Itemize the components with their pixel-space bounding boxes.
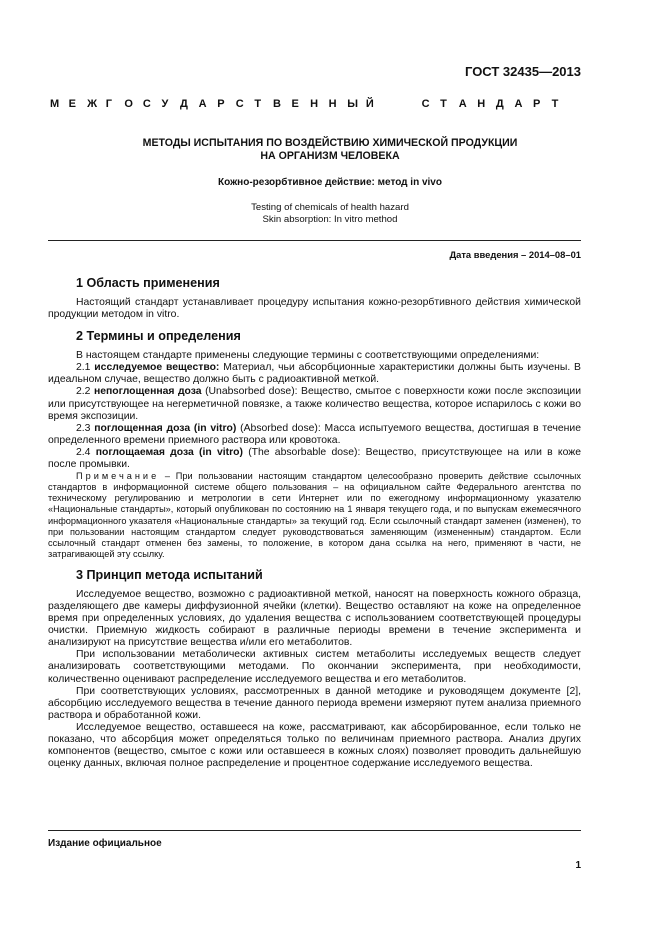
banner-letter: Т [254, 98, 262, 110]
banner-letter: У [161, 98, 169, 110]
standard-id: ГОСТ 32435—2013 [465, 64, 581, 79]
term-2-4: 2.4 поглощаемая доза (in vitro) (The absorbable dose): Вещество, присутствующее на или в коже после промывки. [48, 446, 581, 471]
english-title [80, 202, 580, 226]
interstate-standard-banner [50, 98, 570, 110]
banner-letter [384, 98, 403, 110]
banner-letter: Н [310, 98, 319, 110]
footer-divider [48, 830, 581, 831]
banner-letter: Й [365, 98, 374, 110]
header-divider [48, 240, 581, 241]
banner-letter: Д [495, 98, 504, 110]
banner-letter [403, 98, 422, 110]
banner-letter: С [235, 98, 244, 110]
note-paragraph: Примечание – При пользовании настоящим стандартом целесообразно проверить действие ссылочных стандартов в информационной системе общего пользования – на официальном сайте Федерального агентства по техническому регулированию и метрологии в сети Интернет или по ежегодному информационному указателю «Национальные стандарты», который опубликован по состоянию на 1 января текущего года, и по выпускам ежемесячного информационного указателя «Национальные стандарты» за текущий год. Если ссылочный стандарт заменен (изменен), то при пользовании настоящим стандартом следует руководствоваться заменяющим (измененным) стандартом. Если ссылочный стандарт отменен без замены, то положение, в котором дана ссылка на него, применяют в части, не затрагивающей эту ссылку. [48, 471, 581, 559]
term-2-1: 2.1 исследуемое вещество: Материал, чьи абсорбционные характеристики должны быть изучены. В идеальном случае, вещество должно быть с радиоактивной меткой. [48, 362, 581, 386]
banner-letter: Ы [347, 98, 359, 110]
banner-letter: Т [551, 98, 559, 110]
banner-letter: А [198, 98, 207, 110]
banner-letter: Е [68, 98, 76, 110]
banner-letter: Е [291, 98, 299, 110]
banner-letter: Н [328, 98, 337, 110]
term-2-2: 2.2 непоглощенная доза (Unabsorbed dose): Вещество, смытое с поверхности кожи после экспозиции или присутствующее на негерметичной повязке, а также количество вещества, которое испарилось с кожи во время экспозиции. [48, 386, 582, 422]
term-2-3: 2.3 поглощенная доза (in vitro) (Absorbed dose): Масса испытуемого вещества, достигшая в течение определенного времени приемного раствора или кровотока. [48, 422, 581, 446]
banner-letter: М [50, 98, 60, 110]
banner-letter: Г [105, 98, 112, 110]
section-3-paragraph-3: При соответствующих условиях, рассмотренных в данной методике и руководящем документе [2], абсорбцию исследуемого вещества в течение данного периода времени измеряют путем анализа приемного раствора и обработанной кожи. [48, 685, 581, 721]
section-1-heading: 1 Область применения [76, 276, 220, 290]
banner-letter: Р [217, 98, 225, 110]
title-line-1: МЕТОДЫ ИСПЫТАНИЯ ПО ВОЗДЕЙСТВИЮ ХИМИЧЕСКОЙ ПРОДУКЦИИ [142, 137, 518, 149]
section-1-paragraph: Настоящий стандарт устанавливает процедуру испытания кожно-резорбтивного действия химической продукции методом in vitro. [48, 297, 581, 321]
banner-letter: С [421, 98, 430, 110]
banner-letter: Т [440, 98, 447, 110]
banner-letter: С [142, 98, 151, 110]
section-2-heading: 2 Термины и определения [76, 329, 241, 344]
banner-letter: Р [533, 98, 541, 110]
section-3-paragraph-4: Исследуемое вещество, оставшееся на коже, рассматривают, как абсорбированное, если только не показано, что абсорбция может определяться только по величинам приемного раствора. Анализ других компонентов (вещество, смытое с кожи или оставшееся в кожных слоях) позволяет проводить дальнейшую оценку данных, включая полное распределение и процентное содержание исследуемого вещества. [48, 721, 581, 770]
document-subtitle: Кожно-резорбтивное действие: метод in vivo [218, 177, 442, 188]
document-body [48, 276, 581, 770]
banner-letter: В [272, 98, 281, 110]
banner-letter: Д [180, 98, 188, 110]
title-line-2: НА ОРГАНИЗМ ЧЕЛОВЕКА [260, 150, 400, 162]
date-of-introduction: Дата введения – 2014–08–01 [449, 249, 581, 260]
banner-letter: Ж [87, 98, 98, 110]
banner-letter: А [458, 98, 467, 110]
section-3-paragraph-2: При использовании метаболически активных систем метаболиты исследуемых веществ следует анализировать соответствующими методами. По окончании эксперимента, при необходимости, количественно оценивают распределение исследуемого вещества и его метаболитов. [48, 649, 581, 685]
english-title-line-1: Testing of chemicals of health hazard [251, 202, 409, 213]
document-title [80, 137, 580, 163]
section-3-heading: 3 Принцип метода испытаний [76, 567, 263, 582]
official-edition-label: Издание официальное [48, 838, 162, 849]
section-3-paragraph-1: Исследуемое вещество, возможно с радиоактивной меткой, наносят на поверхность кожного образца, разделяющего две камеры диффузионной ячейки (клетки). Вещество оставляют на коже на определенное время при определенных условиях, до удаления вещества с использованием соответствующей процедуры очистки. Приемную жидкость собирают в различные периоды времени в течение эксперимента и анализируют на присутствие вещества и/или его метаболитов. [48, 588, 581, 649]
banner-letter: О [124, 98, 133, 110]
english-title-line-2: Skin absorption: In vitro method [262, 214, 398, 225]
section-2-intro: В настоящем стандарте применены следующие термины с соответствующими определениями: [76, 350, 540, 362]
banner-letter: Н [477, 98, 486, 110]
banner-letter: А [514, 98, 523, 110]
page-number: 1 [575, 860, 581, 871]
